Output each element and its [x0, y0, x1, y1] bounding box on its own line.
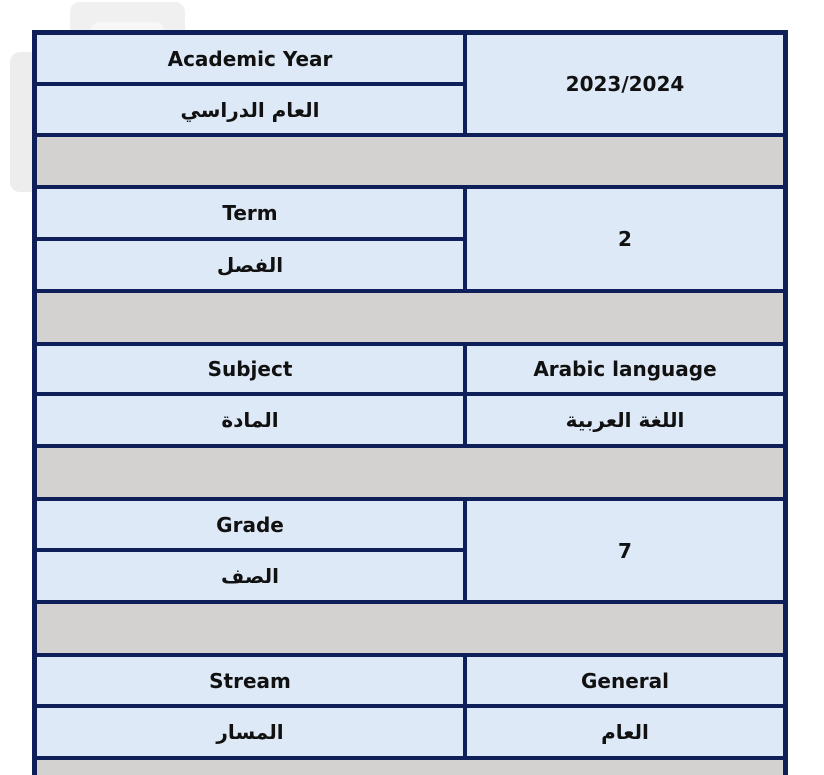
separator-row — [37, 293, 783, 342]
info-table — [32, 30, 788, 775]
separator-row — [37, 137, 783, 185]
separator-row — [37, 448, 783, 497]
term-label-ar: الفصل — [37, 241, 463, 289]
subject-value-en: Arabic language — [467, 346, 783, 392]
academic-year-value: 2023/2024 — [467, 35, 783, 133]
stream-label-en: Stream — [37, 657, 463, 704]
separator-row — [37, 604, 783, 653]
academic-year-label-ar: العام الدراسي — [37, 86, 463, 133]
subject-label-en: Subject — [37, 346, 463, 392]
academic-year-label-en: Academic Year — [37, 35, 463, 82]
subject-label-ar: المادة — [37, 396, 463, 444]
grade-label-en: Grade — [37, 501, 463, 548]
stream-value-ar: العام — [467, 708, 783, 756]
separator-row — [37, 760, 783, 775]
subject-value-ar: اللغة العربية — [467, 396, 783, 444]
grade-label-ar: الصف — [37, 552, 463, 600]
term-value: 2 — [467, 189, 783, 289]
grade-value: 7 — [467, 501, 783, 600]
term-label-en: Term — [37, 189, 463, 237]
stream-value-en: General — [467, 657, 783, 704]
stream-label-ar: المسار — [37, 708, 463, 756]
